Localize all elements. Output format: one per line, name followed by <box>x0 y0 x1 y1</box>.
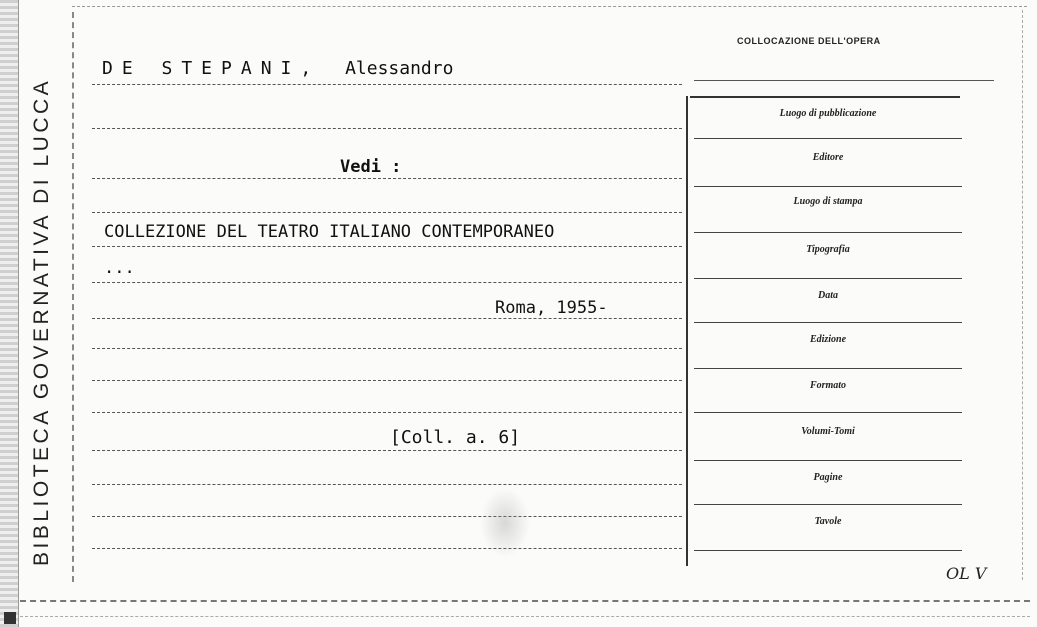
field-rule <box>694 278 962 279</box>
field-volumes: Volumi-Tomi <box>801 426 855 437</box>
field-format: Formato <box>809 380 847 391</box>
author-given-name: Alessandro <box>345 58 454 79</box>
field-plates: Tavole <box>814 516 842 527</box>
location-box-divider <box>686 96 688 566</box>
ruled-line <box>92 178 682 179</box>
frame-right-border <box>1022 10 1023 580</box>
location-header: COLLOCAZIONE DELL'OPERA <box>737 36 881 46</box>
field-rule <box>694 368 962 369</box>
field-printer: Tipografia <box>806 244 850 255</box>
ruled-line <box>92 246 682 247</box>
ruled-line <box>92 84 682 85</box>
see-label: Vedi : <box>340 157 402 177</box>
ruled-line <box>92 412 682 413</box>
header-rule <box>694 80 994 81</box>
field-rule <box>694 322 962 323</box>
field-rule <box>694 232 962 233</box>
field-date: Data <box>818 290 838 301</box>
ruled-line <box>92 348 682 349</box>
ruled-line <box>92 380 682 381</box>
frame-top-border <box>72 6 1027 7</box>
library-name: BIBLIOTECA GOVERNATIVA DI LUCCA <box>30 77 53 566</box>
corner-mark <box>4 612 16 624</box>
author-surname: DE STEPANI, <box>102 58 321 79</box>
ink-smudge <box>480 488 530 558</box>
field-rule <box>694 550 962 551</box>
ruled-line <box>92 484 682 485</box>
collection-title: COLLEZIONE DEL TEATRO ITALIANO CONTEMPORANEO <box>104 222 555 242</box>
field-pages: Pagine <box>813 472 843 483</box>
frame-bottom-border <box>20 600 1030 602</box>
frame-left-border <box>72 12 74 582</box>
place-date: Roma, 1955- <box>495 298 608 318</box>
ruled-line <box>92 282 682 283</box>
ruled-line <box>92 128 682 129</box>
handwritten-note: OL V <box>946 564 987 583</box>
field-publisher: Editore <box>812 152 844 163</box>
field-rule <box>694 504 962 505</box>
ruled-line <box>92 516 682 517</box>
location-box-top <box>690 96 960 98</box>
ruled-line <box>92 212 682 213</box>
field-edition: Edizione <box>809 334 847 345</box>
field-rule <box>694 412 962 413</box>
author-heading <box>102 58 453 79</box>
frame-bottom-border-secondary <box>20 616 1030 617</box>
field-place-of-printing: Luogo di stampa <box>793 196 863 207</box>
ruled-line <box>92 548 682 549</box>
field-rule <box>694 138 962 139</box>
field-place-of-publication: Luogo di pubblicazione <box>779 108 877 119</box>
shelfmark: [Coll. a. 6] <box>390 427 521 448</box>
ruled-line <box>92 450 682 451</box>
title-continuation: ... <box>104 258 135 278</box>
card-edge-strip <box>0 0 19 627</box>
field-rule <box>694 186 962 187</box>
field-rule <box>694 460 962 461</box>
ruled-line <box>92 318 682 319</box>
